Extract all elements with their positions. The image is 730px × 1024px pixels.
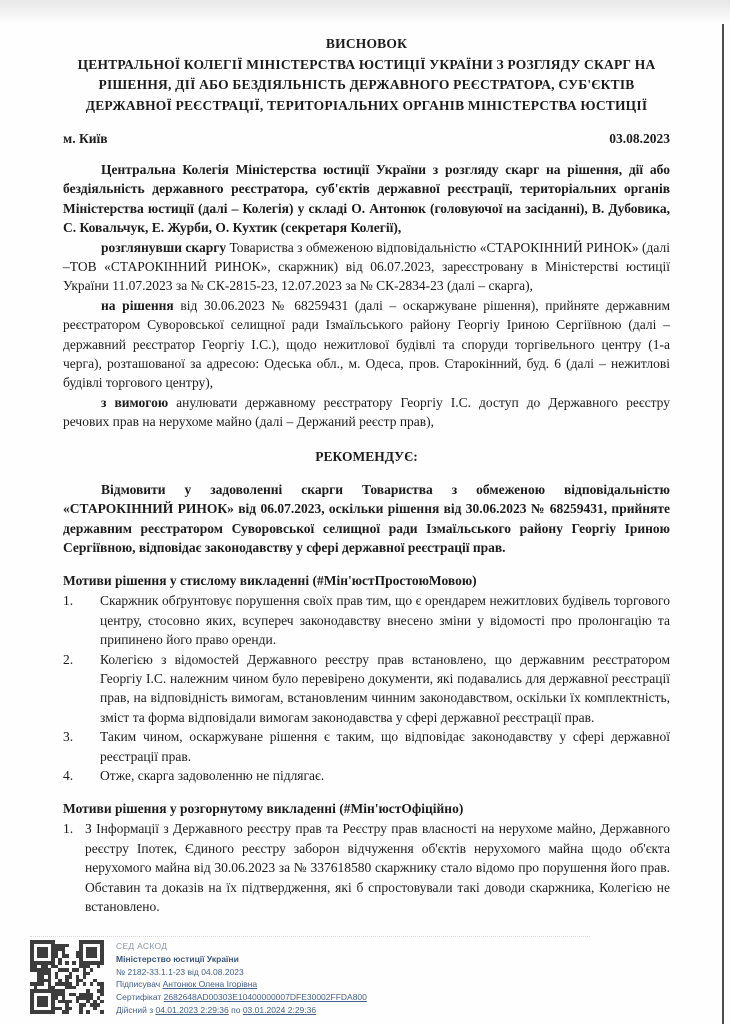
motives-full-heading: Мотиви рішення у розгорнутому викладенні (#Мін'юстОфіційно): [63, 801, 464, 817]
list-item-number: 3.: [63, 729, 74, 745]
digital-signature-stamp: [30, 936, 590, 1017]
valid-from: 04.01.2023 2:29:36: [155, 1004, 229, 1015]
qr-code-icon: [30, 940, 104, 1014]
decision-lead: на рішення: [101, 297, 174, 313]
motives-short-list: [63, 591, 670, 785]
stamp-text: [116, 940, 367, 1017]
stamp-system-name: СЕД АСКОД: [116, 941, 168, 951]
motives-full-list: [63, 819, 670, 916]
list-item: [63, 819, 670, 916]
list-item-text: Скаржник обґрунтовує порушення своїх прав тим, що є орендарем нежитлових будівель торгового центру, стосовно яких, всупереч законодавству внесено зміни у відомості про пролонгацію та припинено його право оренди.: [100, 593, 670, 648]
recommend-body: Відмовити у задоволенні скарги Товариства з обмеженою відповідальністю «СТАРОКІННИЙ РИНОК» від 06.07.2023, оскільки рішення від 30.06.2023 № 68259431, прийняте державним реєстратором Суворовської селищної ради Ізмаїльського району Георгіу Іриною Сергіївною, відповідає законодавству у сфері державної реєстрації прав.: [63, 481, 670, 555]
list-item: [63, 766, 670, 785]
stamp-validity-line: [116, 1004, 367, 1017]
list-item-number: 2.: [63, 651, 74, 667]
stamp-organization: Міністерство юстиції України: [116, 953, 239, 964]
demand-text: анулювати державному реєстратору Георгіу І.С. доступ до Державного реєстру речових прав на нерухоме майно (далі – Держаний реєстр прав),: [63, 394, 670, 430]
list-item-number: 1.: [63, 821, 74, 837]
complaint-lead: розглянувши скаргу: [101, 239, 227, 255]
cert-label: Сертифікат: [116, 992, 162, 1003]
recommend-heading: РЕКОМЕНДУЄ:: [315, 448, 418, 464]
meta-row: [63, 131, 670, 147]
list-item-text: З Інформації з Державного реєстру прав та Реєстру прав власності на нерухоме майно, Державного реєстру Іпотек, Єдиного реєстру заборон відчуження об'єктів нерухомого майна щодо об'єкта нерухомого майна від 30.06.2023 за № 337618580 скаржнику стало відомо про порушення його прав. Обставин та доказів на їх підтвердження, які б спростовували такі доводи скаржника, Колегією не встановлено.: [85, 821, 670, 914]
document-date: 03.08.2023: [609, 131, 670, 146]
stamp-cert-line: [116, 991, 367, 1004]
valid-to: 03.01.2024 2:29:36: [242, 1004, 317, 1015]
motives-short-heading: Мотиви рішення у стислому викладенні (#Мін'юстПростоюМовою): [63, 573, 477, 589]
demand-lead: з вимогою: [101, 394, 169, 410]
signer-name: Антонюк Олена Ігорівна: [162, 979, 258, 990]
preamble: [63, 160, 670, 432]
complaint-paragraph: [63, 238, 670, 296]
stamp-signer-line: [116, 978, 367, 991]
list-item: [63, 727, 670, 766]
scan-artifact-line: [722, 24, 724, 1024]
list-item: [63, 591, 670, 649]
cert-value: 2682648AD00303E10400000007DFE30002FFDA800: [163, 992, 367, 1003]
valid-label: Дійсний з: [116, 1004, 154, 1015]
list-item-text: Отже, скарга задоволенню не підлягає.: [100, 767, 325, 783]
list-item: [63, 650, 670, 728]
title-body: ЦЕНТРАЛЬНОЇ КОЛЕГІЇ МІНІСТЕРСТВА ЮСТИЦІЇ УКРАЇНИ З РОЗГЛЯДУ СКАРГ НА РІШЕННЯ, ДІЇ АБО БЕЗДІЯЛЬНІСТЬ ДЕРЖАВНОГО РЕЄСТРАТОРА, СУБ'ЄКТІВ ДЕРЖАВНОЇ РЕЄСТРАЦІЇ, ТЕРИТОРІАЛЬНИХ ОРГАНІВ МІНІСТЕРСТВА ЮСТИЦІЇ: [77, 56, 656, 113]
list-item-text: Таким чином, оскаржуване рішення є таким, що відповідає законодавству у сфері державної реєстрації прав.: [100, 729, 670, 764]
valid-to-label: по: [231, 1004, 241, 1015]
title-word: ВИСНОВОК: [325, 36, 408, 51]
decision-text: від 30.06.2023 № 68259431 (далі – оскаржуване рішення), прийняте державним реєстратором Суворовської селищної ради Ізмаїльського району Георгіу Іриною Сергіївною (далі – державний реєстратор Георгіу І.С.), щодо нежитлової будівлі та споруди торгівельного центру (1-а черга), розташованої за адресою: Одеська обл., м. Одеса, пров. Старокінний, буд. 6 (далі – нежитлові будівлі торгового центру),: [63, 297, 670, 391]
document-title: [71, 34, 663, 116]
decision-paragraph: [63, 296, 670, 393]
list-item-text: Колегією з відомостей Державного реєстру прав встановлено, що державним реєстратором Георгіу І.С. належним чином було перевірено документи, які подавались для державної реєстрації прав, на відповідність вимогам, встановленим чинним законодавством, оскільки їх комплектність, зміст та форма відповідали вимогам законодавства у сфері державної реєстрації прав.: [100, 651, 670, 725]
collegium-composition: Центральна Колегія Міністерства юстиції України з розгляду скарг на рішення, дії або бездіяльність державного реєстратора, суб'єктів державної реєстрації, територіальних органів Міністерства юстиції (далі – Колегія) у складі О. Антонюк (головуючої на засіданні), В. Дубовика, С. Ковальчук, Е. Журби, О. Кухтик (секретаря Колегії),: [63, 162, 670, 236]
stamp-doc-number: № 2182-33.1.1-23 від 04.08.2023: [116, 966, 244, 977]
list-item-number: 4.: [63, 767, 74, 783]
complaint-text: Товариства з обмеженою відповідальністю «СТАРОКІННИЙ РИНОК» (далі –ТОВ «СТАРОКІННИЙ РИНОК», скаржник) від 06.07.2023, зареєстровану в Міністерстві юстиції України 11.07.2023 за № СК-2815-23, 12.07.2023 за № СК-2834-23 (далі – скарга),: [63, 239, 670, 294]
list-item-number: 1.: [63, 593, 74, 609]
demand-paragraph: [63, 393, 670, 432]
signer-label: Підписувач: [116, 979, 161, 990]
document-city: м. Київ: [63, 131, 108, 146]
